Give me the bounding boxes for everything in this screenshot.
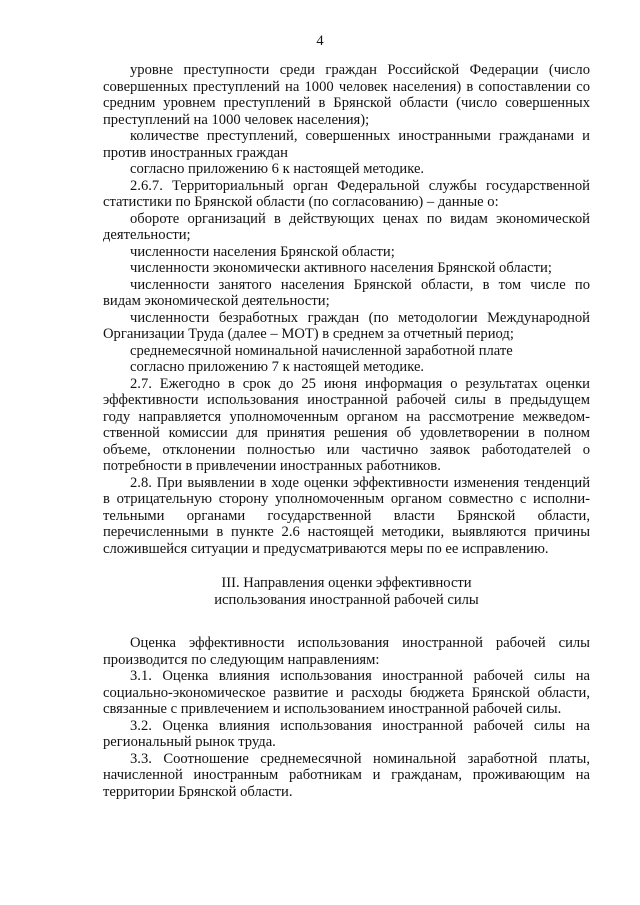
text-line: году направляется уполномоченным органом на рассмотрение межведом- (103, 408, 590, 425)
text-line: 2.6.7. Территориальный орган Федеральной службы государственной (130, 177, 590, 194)
text-line: эффективности использования иностранной рабочей силы в предыдущем (103, 392, 590, 408)
section-heading-line-2: использования иностранной рабочей силы (214, 592, 479, 608)
text-line: 2.7. Ежегодно в срок до 25 июня информация о результатах оценки (130, 375, 590, 392)
text-line: производится по следующим направлениям: (103, 651, 380, 668)
text-line: 3.2. Оценка влияния использования иностранной рабочей силы на (130, 717, 590, 734)
text-line: согласно приложению 6 к настоящей методике. (130, 161, 425, 177)
text-line: территории Брянской области. (103, 783, 293, 800)
text-line: 3.3. Соотношение среднемесячной номинальной заработной платы, (130, 750, 590, 767)
text-line: сложившейся ситуации и предусматриваются меры по ее исправлению. (103, 540, 549, 557)
text-line: начисленной иностранным работникам и гражданам, проживающим на (103, 767, 590, 783)
text-line: среднемесячной номинальной начисленной заработной плате (130, 342, 513, 359)
text-line: преступлений на 1000 человек населения); (103, 111, 370, 128)
text-line: ственной комиссии для принятия решения об удовлетворении в полном (103, 425, 590, 441)
text-line: численности населения Брянской области; (130, 243, 395, 260)
text-line: совершенных преступлений на 1000 человек населения) в сопоставлении со (103, 78, 590, 95)
text-line: региональный рынок труда. (103, 734, 276, 750)
text-line: в отрицательную сторону уполномоченным органом совместно с исполни- (103, 491, 590, 507)
text-line: Организации Труда (далее – МОТ) в среднем за отчетный период; (103, 326, 514, 342)
text-line: против иностранных граждан (103, 144, 288, 161)
text-line: численности экономически активного населения Брянской области; (130, 260, 552, 276)
text-line: согласно приложению 7 к настоящей методике. (130, 359, 425, 375)
text-line: уровне преступности среди граждан Российской Федерации (число (130, 62, 590, 78)
document-body (103, 62, 590, 800)
text-line: тельными органами государственной власти Брянской области, (103, 507, 590, 524)
text-line: видам экономической деятельности; (103, 293, 330, 309)
text-line: перечисленными в пункте 2.6 настоящей методики, выявляются причины (103, 524, 590, 540)
section-heading (103, 575, 590, 609)
text-line: 2.8. При выявлении в ходе оценки эффективности изменения тенденций (130, 474, 590, 491)
text-line: деятельности; (103, 227, 191, 243)
text-line: связанные с привлечением и использованием иностранной рабочей силы. (103, 701, 562, 717)
section-2-text (103, 62, 590, 557)
text-line: социально-экономическое развитие и расходы бюджета Брянской области, (103, 684, 590, 701)
text-line: обороте организаций в действующих ценах по видам экономической (130, 210, 590, 227)
text-line: 3.1. Оценка влияния использования иностранной рабочей силы на (130, 668, 590, 684)
text-line: численности занятого населения Брянской области, в том числе по (130, 276, 590, 293)
section-3-text (103, 635, 590, 800)
text-line: средним уровнем преступлений в Брянской области (число совершенных (103, 95, 590, 111)
section-heading-line-1: III. Направления оценки эффективности (221, 575, 472, 591)
text-line: объеме, отклонении полностью или частично заявок работодателей о (103, 441, 590, 458)
text-line: численности безработных граждан (по методологии Международной (130, 309, 590, 326)
text-line: статистики по Брянской области (по согласованию) – данные о: (103, 194, 499, 210)
page-number: 4 (316, 33, 324, 49)
text-line: потребности в привлечении иностранных работников. (103, 458, 441, 474)
text-line: количестве преступлений, совершенных иностранными гражданами и (130, 128, 590, 144)
text-line: Оценка эффективности использования иностранной рабочей силы (130, 635, 590, 651)
